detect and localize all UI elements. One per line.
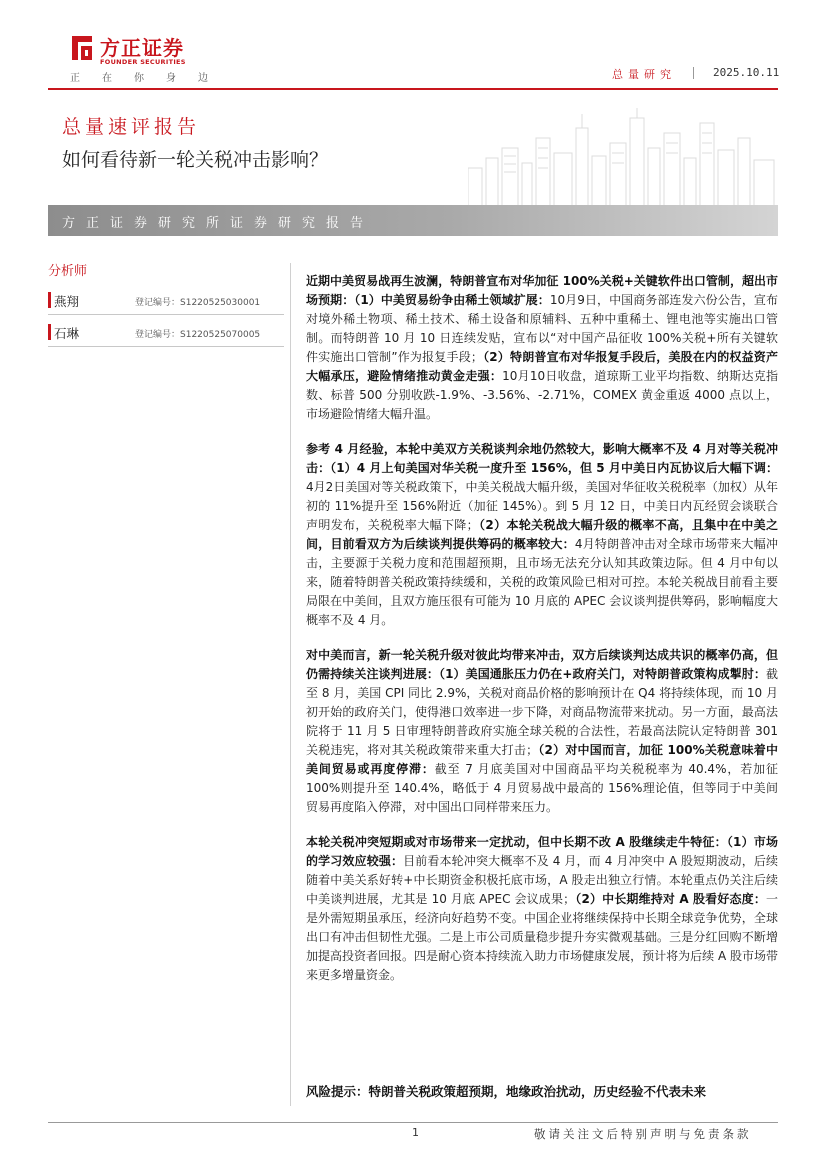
para-text: 4月2日美国对等关税政策下，中美关税战大幅升级，美国对华征收关税税率（加权）从年初的 11%提升至 156%附近（加征 145%）。到 5 月 12 日，中美日内瓦经贸会谈联合声明发布，关税税率大幅下降； (306, 480, 778, 532)
body-paragraph (306, 440, 778, 630)
risk-warning: 风险提示：特朗普关税政策超预期，地缘政治扰动，历史经验不代表未来 (306, 1084, 707, 1099)
report-body (306, 272, 778, 1001)
footer-divider (48, 1122, 778, 1123)
header-separator (693, 67, 694, 79)
report-category: 总量研究 (612, 68, 676, 81)
para-text: 10月9日，中国商务部连发六份公告，宣布对境外稀土物项、稀土技术、稀土设备和原辅料、五种中重稀土、锂电池等实施出口管制。而特朗普 10 月 10 日连续发贴，宣布以“对中国产品征收 100%关税+所有关键软件实施出口管制”作为报复手段； (306, 293, 778, 364)
logo-name-en: FOUNDER SECURITIES (100, 58, 186, 66)
para-bold-lead: 本轮关税冲突短期或对市场带来一定扰动，但中长期不改 A 股继续走牛特征：（1）市场的学习效应较强： (306, 835, 778, 868)
analyst-name: 燕翔 (54, 294, 80, 309)
analyst-divider (48, 346, 284, 347)
para-text: 4月特朗普冲击对全球市场带来大幅冲击，主要源于关税力度和范围超预期，且市场无法充分认知其政策边际。但 4 月中旬以来，随着特朗普关税政策持续缓和，关税的政策风险已相对可控。本轮关税战目前看主要局限在中美间，且双方施压很有可能为 10 月底的 APEC 会议谈判提供筹码，影响幅度大概率不及 4 月。 (306, 537, 778, 627)
analyst-entry (48, 322, 284, 344)
analyst-name: 石琳 (54, 326, 80, 341)
analyst-marker (48, 324, 51, 340)
analyst-marker (48, 292, 51, 308)
founder-logo-icon (68, 34, 96, 62)
company-logo (68, 34, 198, 74)
page-title: 如何看待新一轮关税冲击影响？ (62, 149, 329, 171)
report-type-heading: 总量速评报告 (62, 116, 201, 138)
city-skyline-icon (468, 108, 778, 208)
report-date: 2025.10.11 (713, 66, 780, 79)
para-bold: （2）对中国而言，加征 100%关税意味着中美间贸易或再度停滞： (306, 743, 778, 776)
column-divider (290, 263, 291, 1106)
para-bold-lead: 参考 4 月经验，本轮中美双方关税谈判余地仍然较大，影响大概率不及 4 月对等关税冲击：（1）4 月上旬美国对华关税一度升至 156%，但 5 月中美日内瓦协议后大幅下调： (306, 442, 778, 475)
disclaimer-note: 敬请关注文后特别声明与免责条款 (534, 1127, 752, 1141)
para-bold: （2）本轮关税战大幅升级的概率不高，且集中在中美之间，目前看双方为后续谈判提供筹码的概率较大： (306, 518, 778, 551)
para-text: 一是外需短期虽承压，经济向好趋势不变。中国企业将继续保持中长期全球竞争优势，全球出口有冲击但韧性尤强。二是上市公司质量稳步提升夯实微观基础。三是分红回购不断增加提高投资者回报。四是耐心资本持续流入助力市场健康发展，预计将为后续 A 股市场带来更多增量资金。 (306, 892, 778, 982)
institute-label: 方正证券研究所证券研究报告 (62, 216, 375, 231)
analyst-registration: 登记编号：S1220525070005 (135, 330, 261, 340)
body-paragraph (306, 272, 778, 424)
analyst-heading: 分析师 (48, 264, 88, 279)
analyst-registration: 登记编号：S1220525030001 (135, 298, 261, 308)
body-paragraph (306, 833, 778, 985)
para-bold: （2）特朗普宣布对华报复手段后，美股在内的权益资产大幅承压，避险情绪推动黄金走强： (306, 350, 779, 383)
body-paragraph (306, 646, 778, 817)
para-text: 截至 8 月，美国 CPI 同比 2.9%，关税对商品价格的影响预计在 Q4 将持续体现，而 10 月初开始的政府关门，使得港口效率进一步下降，对商品物流带来扰动。另一方面，最高法院将于 11 月 5 日审理特朗普政府实施全球关税的合法性，若最高法院认定特朗普 301 关税违宪，将对其关税政策带来重大打击； (306, 667, 778, 757)
slogan: 正在你身边 (70, 73, 230, 84)
para-text: 截至 7 月底美国对中国商品平均关税税率为 40.4%，若加征 100%则提升至 140.4%，略低于 4 月贸易战中最高的 156%理论值，但等同于中美间贸易再度陷入停滞，对中国出口同样带来压力。 (306, 762, 778, 814)
para-bold-lead: 对中美而言，新一轮关税升级对彼此均带来冲击，双方后续谈判达成共识的概率仍高，但仍需持续关注谈判进展：（1）美国通胀压力仍在+政府关门，对特朗普政策构成掣肘： (306, 648, 778, 681)
para-bold-lead: 近期中美贸易战再生波澜，特朗普宣布对华加征 100%关税+关键软件出口管制，超出市场预期：（1）中美贸易纷争由稀土领域扩展： (306, 274, 778, 307)
para-text: 10月10日收盘，道琼斯工业平均指数、纳斯达克指数、标普 500 分别收跌-1.9%、-3.56%、-2.71%，COMEX 黄金重返 4000 点以上，市场避险情绪大幅升温。 (306, 369, 778, 421)
page-number: 1 (412, 1126, 419, 1139)
analyst-entry (48, 290, 284, 312)
para-text: 目前看本轮冲突大概率不及 4 月，而 4 月冲突中 A 股短期波动，后续随着中美关系好转+中长期资金积极托底市场，A 股走出独立行情。本轮重点仍关注后续中美谈判进展，尤其是 10 月底 APEC 会议成果； (306, 854, 778, 906)
para-bold: （2）中长期维持对 A 股看好态度： (575, 892, 766, 906)
analyst-divider (48, 314, 284, 315)
logo-name-cn: 方正证券 (100, 36, 184, 60)
